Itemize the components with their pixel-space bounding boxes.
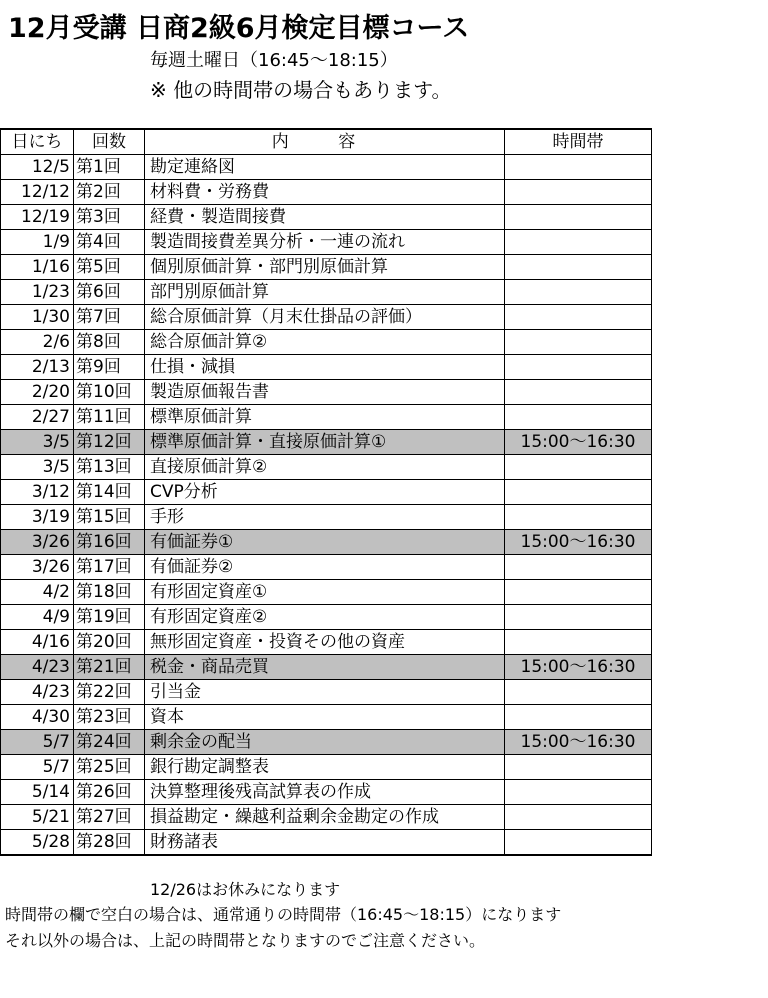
time-cell [505, 755, 652, 780]
content-cell: 製造原価報告書 [145, 380, 505, 405]
time-cell [505, 380, 652, 405]
table-row [1, 405, 652, 430]
table-row [1, 255, 652, 280]
content-cell: 損益勘定・繰越利益剰余金勘定の作成 [145, 805, 505, 830]
time-cell [505, 830, 652, 856]
date-cell: 5/7 [1, 755, 74, 780]
session-cell: 第16回 [74, 530, 145, 555]
session-cell: 第10回 [74, 380, 145, 405]
time-cell [505, 330, 652, 355]
column-header-date: 日にち [1, 129, 74, 155]
time-cell [505, 605, 652, 630]
time-cell [505, 555, 652, 580]
session-cell: 第6回 [74, 280, 145, 305]
time-cell [505, 455, 652, 480]
blank-time-note: 時間帯の欄で空白の場合は、通常通りの時間帯（16:45〜18:15）になります [5, 905, 562, 924]
table-row [1, 755, 652, 780]
schedule-table [0, 128, 652, 856]
content-cell: 無形固定資産・投資その他の資産 [145, 630, 505, 655]
content-cell: 標準原価計算 [145, 405, 505, 430]
date-cell: 12/12 [1, 180, 74, 205]
time-cell: 15:00〜16:30 [505, 730, 652, 755]
session-cell: 第15回 [74, 505, 145, 530]
date-cell: 4/2 [1, 580, 74, 605]
date-cell: 2/27 [1, 405, 74, 430]
content-cell: 勘定連絡図 [145, 155, 505, 180]
session-cell: 第5回 [74, 255, 145, 280]
schedule-text: 毎週土曜日（16:45〜18:15） [150, 50, 398, 71]
date-cell: 5/7 [1, 730, 74, 755]
time-cell [505, 305, 652, 330]
table-row [1, 205, 652, 230]
session-cell: 第24回 [74, 730, 145, 755]
date-cell: 2/13 [1, 355, 74, 380]
date-cell: 4/23 [1, 655, 74, 680]
time-cell [505, 480, 652, 505]
content-cell: 資本 [145, 705, 505, 730]
session-cell: 第3回 [74, 205, 145, 230]
time-cell: 15:00〜16:30 [505, 430, 652, 455]
content-cell: 経費・製造間接費 [145, 205, 505, 230]
date-cell: 2/6 [1, 330, 74, 355]
page-title: 12月受講 日商2級6月検定目標コース [8, 13, 470, 44]
content-cell: 剰余金の配当 [145, 730, 505, 755]
table-row [1, 830, 652, 856]
time-cell [505, 355, 652, 380]
other-time-note: それ以外の場合は、上記の時間帯となりますのでご注意ください。 [5, 931, 486, 950]
date-cell: 1/9 [1, 230, 74, 255]
date-cell: 3/26 [1, 530, 74, 555]
date-cell: 5/14 [1, 780, 74, 805]
content-cell: 税金・商品売買 [145, 655, 505, 680]
content-cell: 銀行勘定調整表 [145, 755, 505, 780]
date-cell: 3/19 [1, 505, 74, 530]
session-cell: 第11回 [74, 405, 145, 430]
date-cell: 3/12 [1, 480, 74, 505]
session-cell: 第2回 [74, 180, 145, 205]
date-cell: 4/23 [1, 680, 74, 705]
time-cell [505, 680, 652, 705]
table-row [1, 155, 652, 180]
date-cell: 12/5 [1, 155, 74, 180]
time-cell: 15:00〜16:30 [505, 655, 652, 680]
content-cell: 有形固定資産② [145, 605, 505, 630]
time-cell [505, 805, 652, 830]
column-header-time: 時間帯 [505, 129, 652, 155]
content-cell: 手形 [145, 505, 505, 530]
content-cell: 個別原価計算・部門別原価計算 [145, 255, 505, 280]
content-cell: 有価証券① [145, 530, 505, 555]
table-row [1, 780, 652, 805]
content-cell: 有価証券② [145, 555, 505, 580]
table-row [1, 380, 652, 405]
date-cell: 1/16 [1, 255, 74, 280]
table-row [1, 305, 652, 330]
date-cell: 5/21 [1, 805, 74, 830]
session-cell: 第8回 [74, 330, 145, 355]
session-cell: 第21回 [74, 655, 145, 680]
time-cell [505, 205, 652, 230]
table-row [1, 480, 652, 505]
session-cell: 第20回 [74, 630, 145, 655]
date-cell: 12/19 [1, 205, 74, 230]
time-cell [505, 405, 652, 430]
session-cell: 第28回 [74, 830, 145, 856]
session-cell: 第9回 [74, 355, 145, 380]
column-header-content: 内 容 [145, 129, 505, 155]
session-cell: 第22回 [74, 680, 145, 705]
time-cell [505, 180, 652, 205]
content-cell: 製造間接費差異分析・一連の流れ [145, 230, 505, 255]
session-cell: 第18回 [74, 580, 145, 605]
session-cell: 第25回 [74, 755, 145, 780]
time-cell [505, 505, 652, 530]
session-cell: 第7回 [74, 305, 145, 330]
table-row [1, 730, 652, 755]
table-row [1, 505, 652, 530]
session-cell: 第27回 [74, 805, 145, 830]
date-cell: 3/26 [1, 555, 74, 580]
date-cell: 3/5 [1, 455, 74, 480]
date-cell: 3/5 [1, 430, 74, 455]
time-cell [505, 155, 652, 180]
table-row [1, 655, 652, 680]
holiday-note: 12/26はお休みになります [150, 880, 341, 899]
time-cell [505, 255, 652, 280]
session-cell: 第4回 [74, 230, 145, 255]
content-cell: 総合原価計算② [145, 330, 505, 355]
date-cell: 4/30 [1, 705, 74, 730]
content-cell: 直接原価計算② [145, 455, 505, 480]
content-cell: 部門別原価計算 [145, 280, 505, 305]
table-row [1, 705, 652, 730]
date-cell: 4/9 [1, 605, 74, 630]
session-cell: 第14回 [74, 480, 145, 505]
content-cell: 仕損・減損 [145, 355, 505, 380]
session-cell: 第23回 [74, 705, 145, 730]
table-row [1, 280, 652, 305]
table-row [1, 605, 652, 630]
content-cell: 財務諸表 [145, 830, 505, 856]
time-cell [505, 230, 652, 255]
content-cell: 引当金 [145, 680, 505, 705]
table-row [1, 805, 652, 830]
time-cell: 15:00〜16:30 [505, 530, 652, 555]
table-row [1, 430, 652, 455]
time-cell [505, 780, 652, 805]
table-row [1, 580, 652, 605]
time-cell [505, 580, 652, 605]
date-cell: 1/30 [1, 305, 74, 330]
table-row [1, 555, 652, 580]
time-cell [505, 705, 652, 730]
content-cell: 決算整理後残高試算表の作成 [145, 780, 505, 805]
table-row [1, 180, 652, 205]
date-cell: 5/28 [1, 830, 74, 856]
content-cell: 標準原価計算・直接原価計算① [145, 430, 505, 455]
content-cell: CVP分析 [145, 480, 505, 505]
session-cell: 第13回 [74, 455, 145, 480]
content-cell: 材料費・労務費 [145, 180, 505, 205]
table-row [1, 230, 652, 255]
table-row [1, 355, 652, 380]
table-row [1, 530, 652, 555]
table-row [1, 630, 652, 655]
content-cell: 総合原価計算（月末仕掛品の評価） [145, 305, 505, 330]
notice-text: ※ 他の時間帯の場合もあります。 [150, 78, 452, 102]
date-cell: 4/16 [1, 630, 74, 655]
table-row [1, 680, 652, 705]
date-cell: 1/23 [1, 280, 74, 305]
table-header-row [1, 129, 652, 155]
content-cell: 有形固定資産① [145, 580, 505, 605]
time-cell [505, 280, 652, 305]
date-cell: 2/20 [1, 380, 74, 405]
session-cell: 第19回 [74, 605, 145, 630]
column-header-session: 回数 [74, 129, 145, 155]
session-cell: 第1回 [74, 155, 145, 180]
table-row [1, 455, 652, 480]
table-row [1, 330, 652, 355]
session-cell: 第26回 [74, 780, 145, 805]
session-cell: 第17回 [74, 555, 145, 580]
session-cell: 第12回 [74, 430, 145, 455]
time-cell [505, 630, 652, 655]
